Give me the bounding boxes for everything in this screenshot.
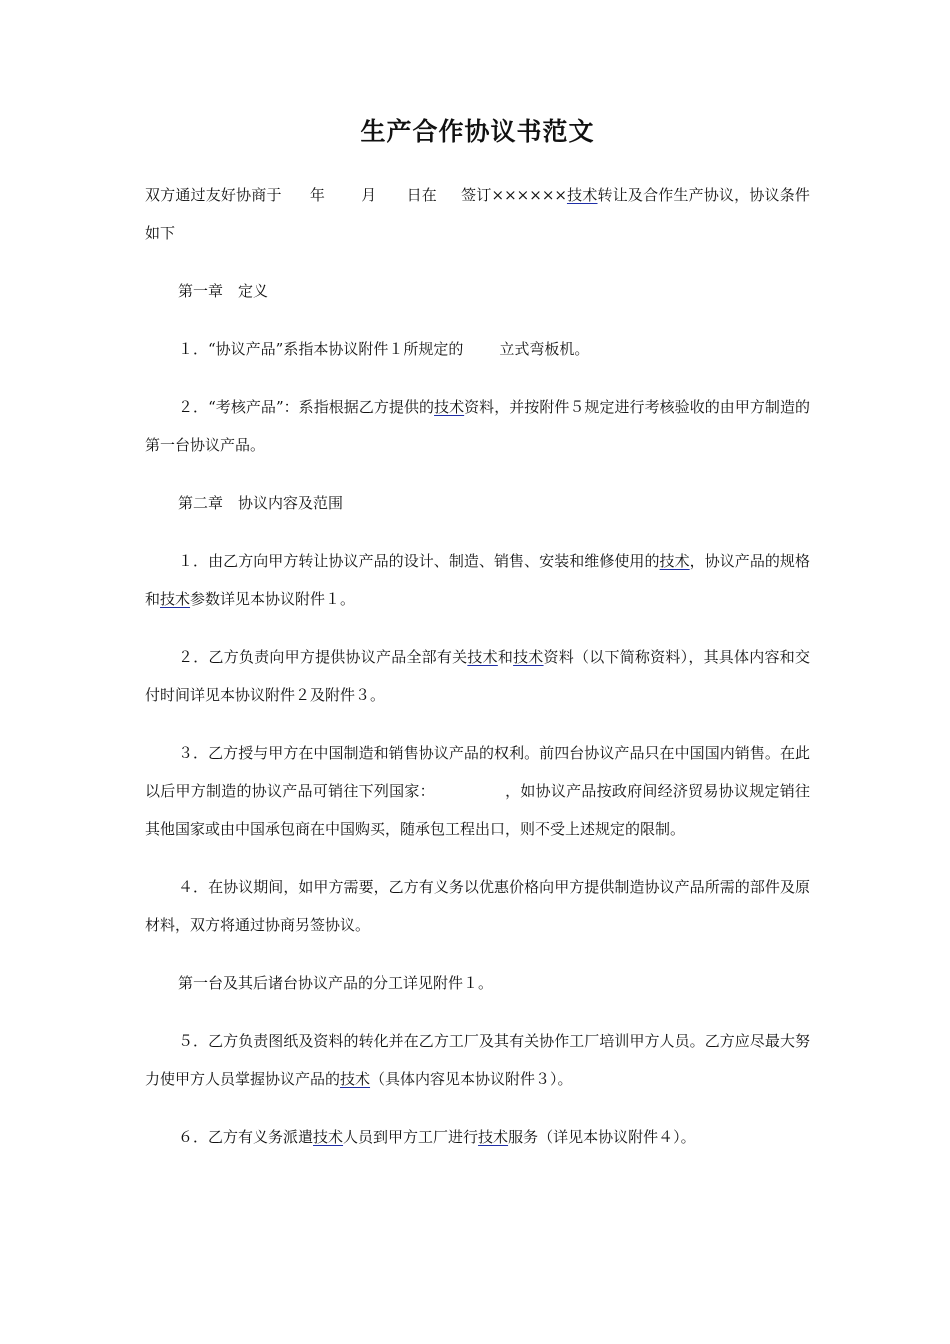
intro-text: 双方通过友好协商于 — [145, 186, 282, 204]
item-text: ６．乙方有义务派遣 — [178, 1128, 314, 1146]
ch1-item-2 — [145, 388, 810, 464]
ch2-item-4: ４．在协议期间，如甲方需要，乙方有义务以优惠价格向甲方提供制造协议产品所需的部件及原材料，双方将通过协商另签协议。 — [145, 878, 810, 934]
tech-link[interactable]: 技术 — [313, 1128, 344, 1146]
document-page — [145, 112, 810, 1156]
ch2-item-5 — [145, 1022, 810, 1098]
tech-link[interactable]: 技术 — [513, 648, 544, 666]
item-text: ２．乙方负责向甲方提供协议产品全部有关 — [178, 648, 468, 666]
item-text: 参数详见本协议附件１。 — [190, 590, 356, 608]
chapter-2-heading: 第二章 协议内容及范围 — [178, 494, 344, 512]
tech-link[interactable]: 技术 — [659, 552, 690, 570]
document-title: 生产合作协议书范文 — [360, 117, 595, 146]
item-text: １．由乙方向甲方转让协议产品的设计、制造、销售、安装和维修使用的 — [178, 552, 660, 570]
item-text: ５．乙方负责图纸及资料的转化并在乙方工厂及其有关协作工厂培训甲方人员。乙方应尽最大努力使甲方人员掌握协议产品的 — [145, 1032, 810, 1088]
ch2-item-2 — [145, 638, 810, 714]
ch2-item-1 — [145, 542, 810, 618]
item-text: ２．“考核产品”：系指根据乙方提供的 — [178, 398, 435, 416]
tech-link[interactable]: 技术 — [434, 398, 465, 416]
tech-link[interactable]: 技术 — [566, 186, 598, 204]
intro-text: 签订×××××× — [460, 186, 567, 204]
ch2-item-4-note: 第一台及其后诸台协议产品的分工详见附件１。 — [178, 974, 494, 992]
intro-month: 月 — [361, 186, 377, 204]
ch1-item-1 — [145, 330, 810, 368]
item-text: 资料（以下简称资料），其具体内容和交付时间详见本协议附件２及附件３。 — [145, 648, 810, 704]
tech-link[interactable]: 技术 — [340, 1070, 371, 1088]
intro-paragraph — [145, 176, 810, 252]
item-text: 资料，并按附件５规定进行考核验收的由甲方制造的第一台协议产品。 — [145, 398, 810, 454]
item-text: １．“协议产品”系指本协议附件１所规定的 — [178, 340, 464, 358]
item-text: 立式弯板机。 — [499, 340, 590, 358]
tech-link[interactable]: 技术 — [478, 1128, 509, 1146]
item-text: 人员到甲方工厂进行 — [343, 1128, 479, 1146]
item-text: ３．乙方授与甲方在中国制造和销售协议产品的权利。前四台协议产品只在中国国内销售。在此以后甲方制造的协议产品可销往下列国家： — [145, 744, 810, 800]
chapter-1-heading: 第一章 定义 — [178, 282, 269, 300]
ch2-item-6 — [145, 1118, 810, 1156]
tech-link[interactable]: 技术 — [160, 590, 191, 608]
item-text: （具体内容见本协议附件３）。 — [370, 1070, 573, 1088]
tech-link[interactable]: 技术 — [467, 648, 498, 666]
intro-text: 转让及合作生产协议，协议条件如下 — [145, 186, 810, 242]
intro-year: 年 — [309, 186, 326, 204]
ch2-item-3 — [145, 734, 810, 848]
item-text: 服务（详见本协议附件４）。 — [508, 1128, 696, 1146]
item-text: ，如协议产品按政府间经济贸易协议规定销往其他国家或由中国承包商在中国购买，随承包工程出口，则不受上述规定的限制。 — [145, 782, 810, 838]
item-text: 和 — [497, 648, 514, 666]
item-text: ，协议产品的规格和 — [145, 552, 810, 608]
intro-day: 日在 — [406, 186, 437, 204]
